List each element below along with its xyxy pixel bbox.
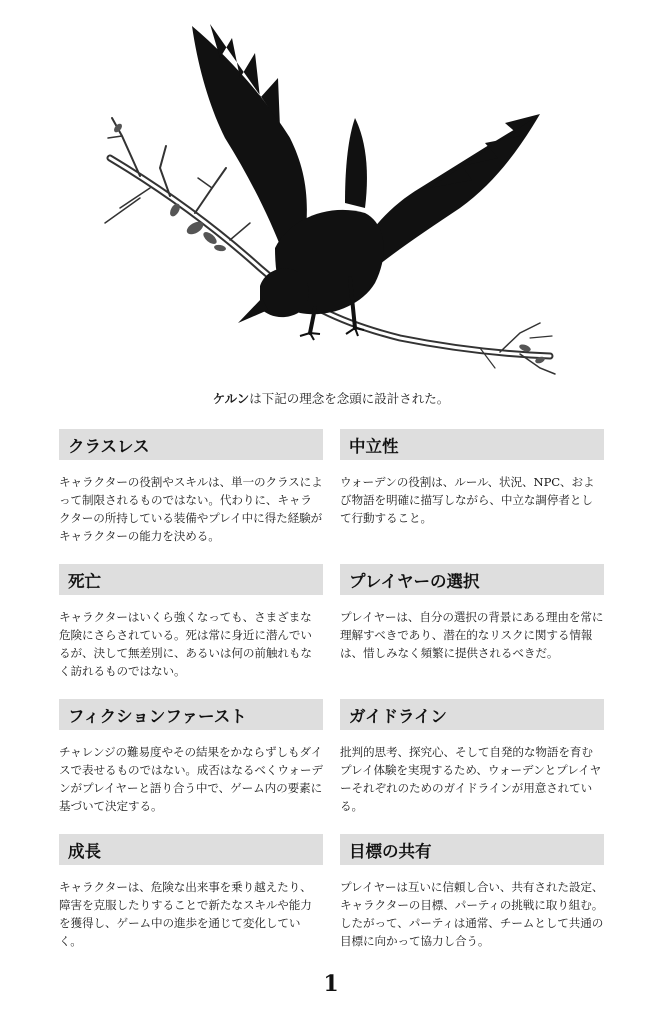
section-heading: 死亡 [59, 564, 323, 595]
section-heading: 中立性 [340, 429, 604, 460]
section-heading: クラスレス [59, 429, 323, 460]
caption-bold: ケルン [212, 391, 250, 406]
section-player-choice [340, 564, 604, 662]
section-heading: 成長 [59, 834, 323, 865]
section-classless [59, 429, 323, 545]
section-guidelines [340, 699, 604, 815]
section-growth [59, 834, 323, 950]
section-heading: プレイヤーの選択 [340, 564, 604, 595]
crow-illustration [100, 18, 560, 380]
section-neutrality [340, 429, 604, 527]
page-number: 1 [323, 971, 339, 997]
section-heading: 目標の共有 [340, 834, 604, 865]
section-shared-goals [340, 834, 604, 950]
section-body: ウォーデンの役割は、ルール、状況、NPC、および物語を明確に描写しながら、中立な調停者として行動すること。 [340, 475, 595, 525]
section-heading: フィクションファースト [59, 699, 323, 730]
section-body: キャラクターは、危険な出来事を乗り越えたり、障害を克服したりすることで新たなスキルや能力を獲得し、ゲーム中の進歩を通じて変化していく。 [59, 880, 312, 948]
section-body: チャレンジの難易度やその結果をかならずしもダイスで表せるものではない。成否はなるべくウォーデンがプレイヤーと語り合う中で、ゲーム内の要素に基づいて決定する。 [59, 745, 323, 813]
section-body: 批判的思考、探究心、そして自発的な物語を育むプレイ体験を実現するため、ウォーデンとプレイヤーそれぞれのためのガイドラインが用意されている。 [340, 745, 602, 813]
section-body: キャラクターの役割やスキルは、単一のクラスによって制限されるものではない。代わりに、キャラクターの所持している装備やプレイ中に得た経験がキャラクターの能力を決める。 [59, 475, 323, 543]
section-death [59, 564, 323, 680]
section-body: キャラクターはいくら強くなっても、さまざまな危険にさらされている。死は常に身近に潜んでいるが、決して無差別に、あるいは何の前触れもなく訪れるものではない。 [59, 610, 312, 678]
section-body: プレイヤーは、自分の選択の背景にある理由を常に理解すべきであり、潜在的なリスクに関する情報は、惜しみなく頻繁に提供されるべきだ。 [340, 610, 604, 660]
caption-text: は下記の理念を念頭に設計された。 [249, 391, 450, 406]
illustration-caption [0, 389, 662, 407]
section-heading: ガイドライン [340, 699, 604, 730]
section-fiction-first [59, 699, 323, 815]
section-body: プレイヤーは互いに信頼し合い、共有された設定、キャラクターの目標、パーティの挑戦に取り組む。したがって、パーティは通常、チームとして共通の目標に向かって協力し合う。 [340, 880, 604, 948]
